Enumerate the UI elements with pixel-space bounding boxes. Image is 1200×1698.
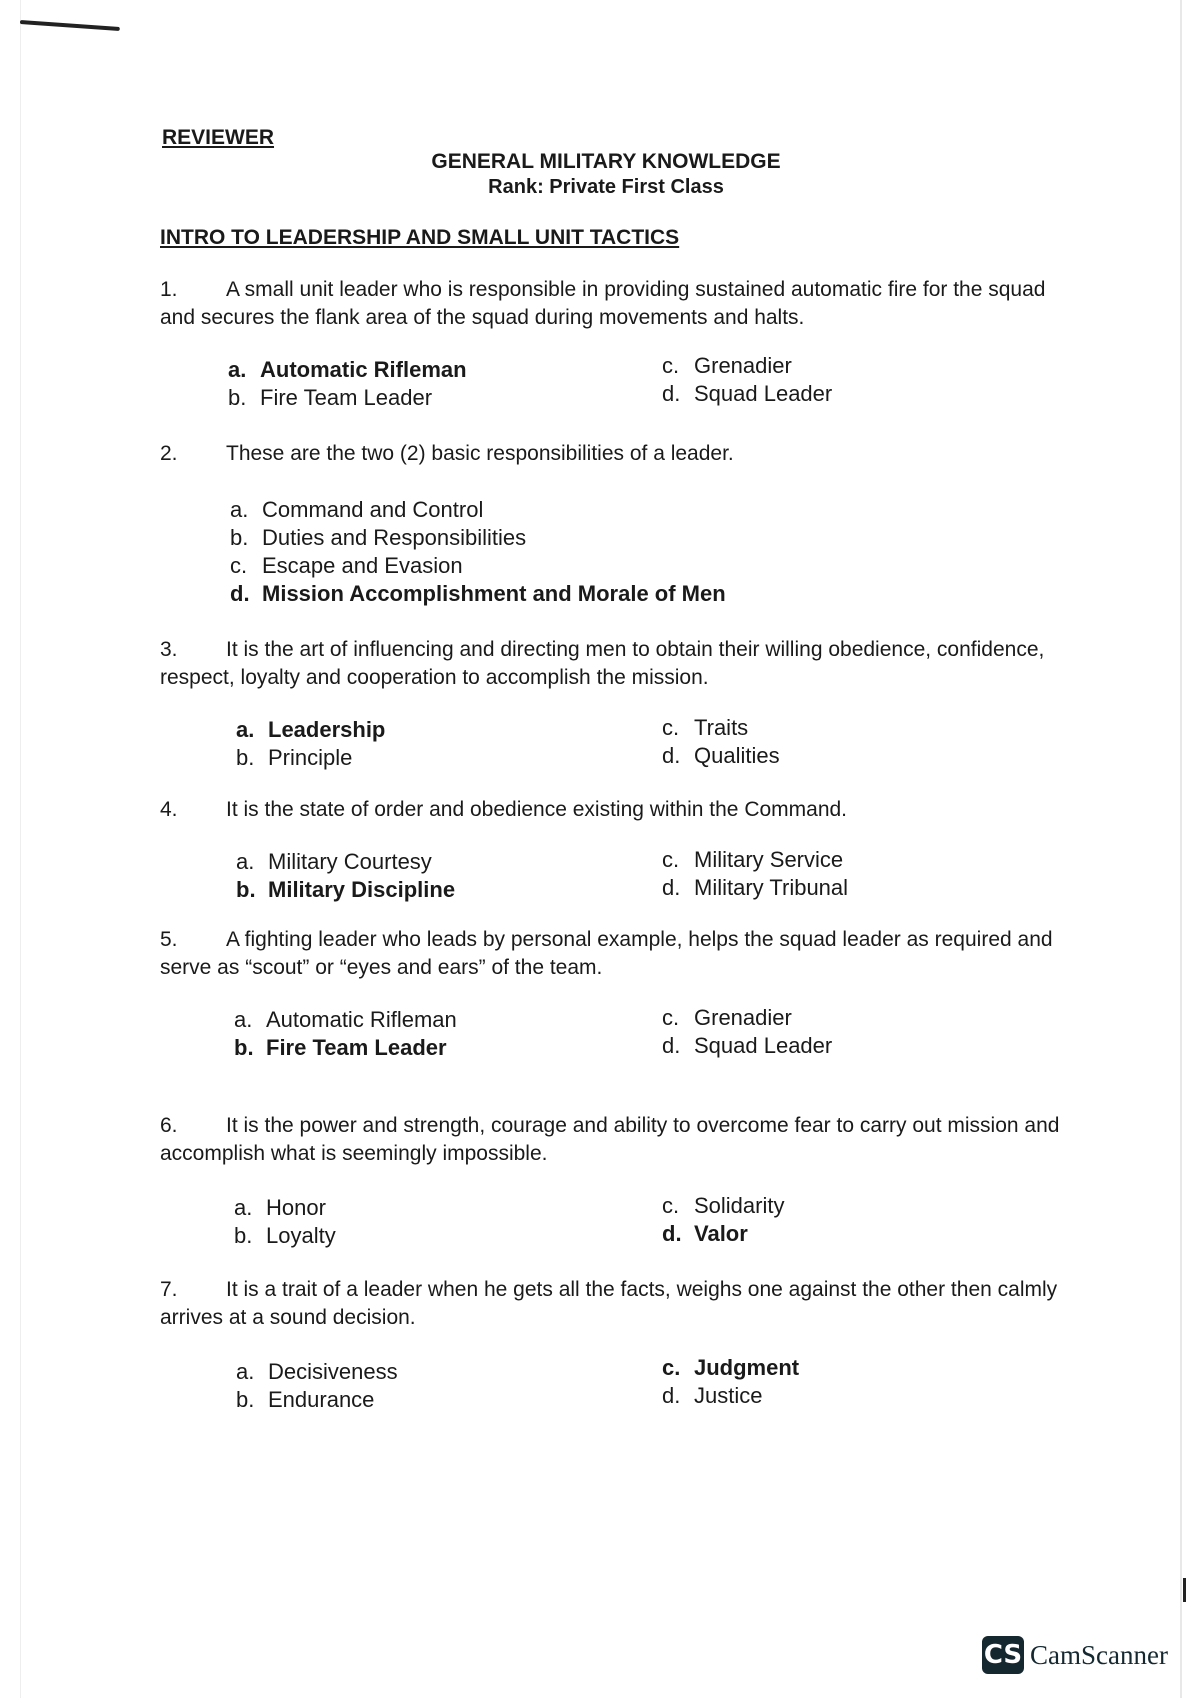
choice: b. Military Discipline: [236, 877, 456, 902]
choice: b. Endurance: [236, 1387, 375, 1412]
choice: c. Grenadier: [662, 1005, 792, 1030]
section-heading: INTRO TO LEADERSHIP AND SMALL UNIT TACTICS: [160, 226, 680, 249]
choice: b. Fire Team Leader: [228, 385, 433, 410]
choice: b. Fire Team Leader: [234, 1035, 447, 1060]
choice: d. Qualities: [662, 743, 780, 768]
choice: b. Loyalty: [234, 1223, 336, 1248]
choices-right: [662, 846, 848, 902]
choice: a. Leadership: [236, 717, 386, 742]
choices-left: [236, 1358, 398, 1414]
choice: d. Military Tribunal: [662, 875, 849, 900]
choice: a. Command and Control: [230, 497, 484, 522]
pen-mark: [20, 20, 120, 31]
choices-left: [236, 848, 455, 904]
choices-right: [662, 1192, 784, 1248]
choices-right: [662, 352, 832, 408]
question-2: 2. These are the two (2) basic responsibilities of a leader.: [160, 442, 734, 465]
choice: c. Traits: [662, 715, 749, 740]
question-3: 3. It is the art of influencing and directing men to obtain their willing obedience, confidence, respect, loyalty and cooperation to accomplish the mission.: [160, 638, 1045, 689]
pen-mark: [1183, 1578, 1186, 1602]
choice: d. Squad Leader: [662, 1033, 833, 1058]
camscanner-logo-icon: CS: [982, 1636, 1024, 1674]
question-1: 1. A small unit leader who is responsible in providing sustained automatic fire for the squad and secures the flank area of the squad during movements and halts.: [160, 278, 1046, 329]
choice: b. Duties and Responsibilities: [230, 525, 527, 550]
choice: d. Justice: [662, 1383, 763, 1408]
choice: a. Decisiveness: [236, 1359, 398, 1384]
choices-left: [228, 356, 467, 412]
choices-right: [662, 714, 780, 770]
choices-left: [234, 1006, 457, 1062]
choice: b. Principle: [236, 745, 353, 770]
question-6: 6. It is the power and strength, courage and ability to overcome fear to carry out mission and accomplish what is seemingly impossible.: [160, 1114, 1060, 1165]
choice: a. Military Courtesy: [236, 849, 432, 874]
reviewer-label: REVIEWER: [162, 126, 275, 149]
choice: d. Mission Accomplishment and Morale of Men: [230, 581, 726, 606]
document-title: GENERAL MILITARY KNOWLEDGE: [431, 150, 781, 173]
choices-left: [234, 1194, 336, 1250]
choice: c. Grenadier: [662, 353, 792, 378]
question-5: 5. A fighting leader who leads by personal example, helps the squad leader as required and serve as “scout” or “eyes and ears” of the team.: [160, 928, 1053, 979]
choice: c. Military Service: [662, 847, 844, 872]
camscanner-watermark: [982, 1636, 1168, 1674]
choices-left: [236, 716, 385, 772]
camscanner-name: CamScanner: [1030, 1639, 1168, 1670]
choice: a. Automatic Rifleman: [228, 357, 467, 382]
choices-right: [662, 1354, 799, 1410]
choice: d. Squad Leader: [662, 381, 833, 406]
choice: c. Judgment: [662, 1355, 800, 1380]
scan-edge-right: [1180, 0, 1182, 1698]
choices-list: [230, 496, 726, 608]
question-7: 7. It is a trait of a leader when he gets all the facts, weighs one against the other then calmly arrives at a sound decision.: [160, 1278, 1058, 1329]
choice: c. Solidarity: [662, 1193, 785, 1218]
choices-right: [662, 1004, 832, 1060]
choice: a. Automatic Rifleman: [234, 1007, 457, 1032]
scan-edge-left: [20, 0, 21, 1698]
choice: a. Honor: [234, 1195, 326, 1220]
choice: c. Escape and Evasion: [230, 553, 463, 578]
question-4: 4. It is the state of order and obedience existing within the Command.: [160, 798, 848, 821]
rank-line: Rank: Private First Class: [488, 176, 724, 198]
choice: d. Valor: [662, 1221, 748, 1246]
